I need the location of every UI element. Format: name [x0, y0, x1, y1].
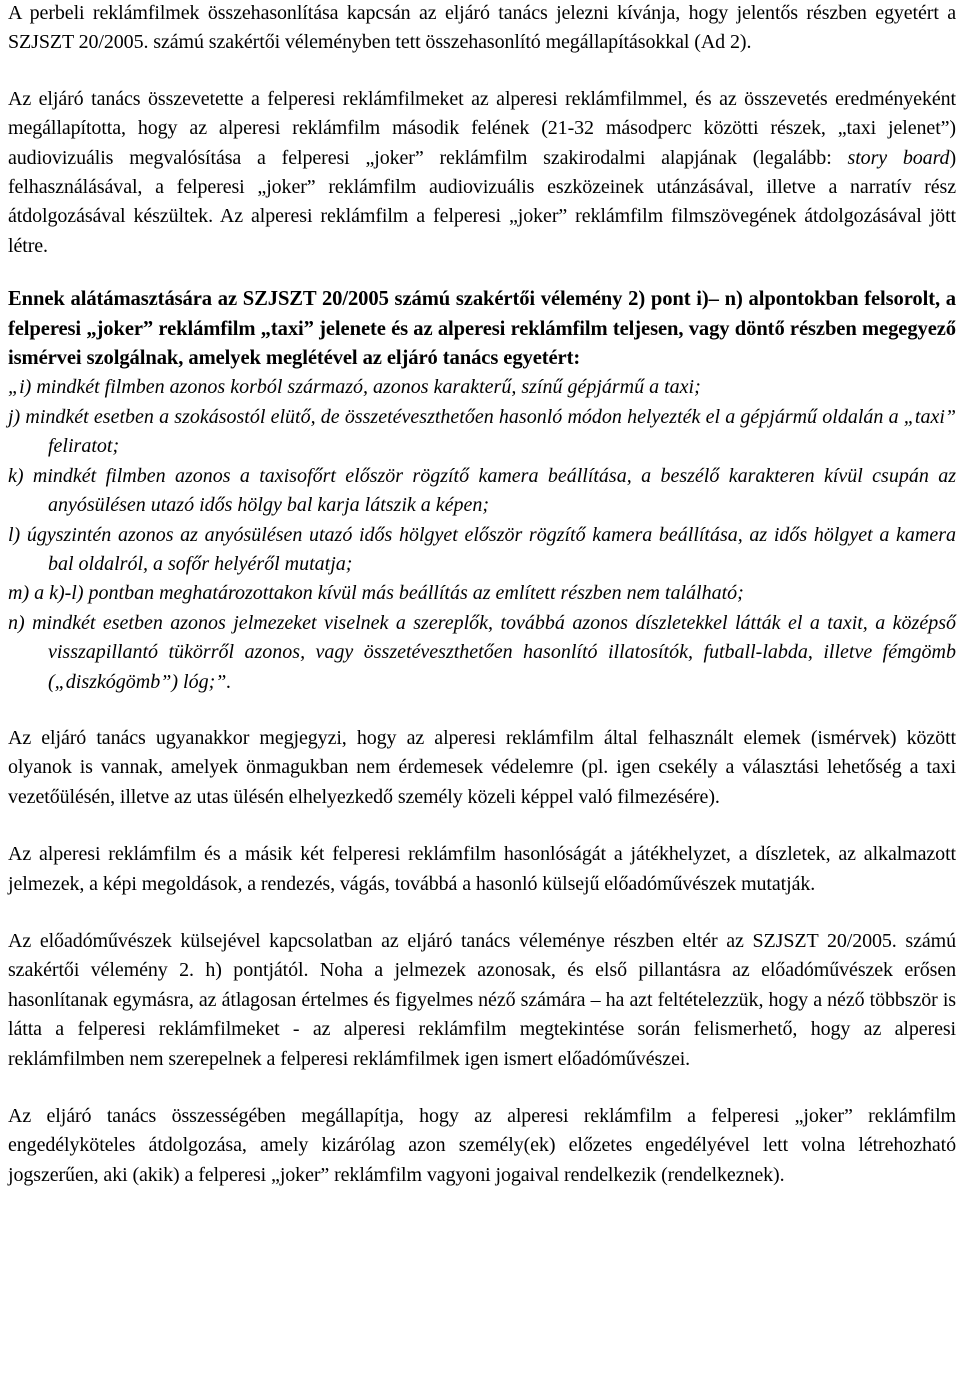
- paragraph-performers-appearance: Az előadóművészek külsejével kapcsolatban az eljáró tanács véleménye részben eltér az SZJSZT 20/2005. számú szakértői vélemény 2. h) pontjától. Noha a jelmezek azonosak, és első pillantásra az előadóművészek erősen hasonlítanak egymásra, az átlagosan értelmes és figyelmes néző számára – ha azt feltételezzük, hogy a néző többször is látta a felperesi reklámfilmeket - az alperesi reklámfilm megtekintése során felismerhető, hogy az alperesi reklámfilmben nem szerepelnek a felperesi reklámfilmek igen ismert előadóművészei.: [8, 929, 956, 1070]
- criteria-item-m: m) a k)-l) pontban meghatározottakon kívül más beállítás az említett részben nem található;: [8, 582, 744, 605]
- criteria-item-k: k) mindkét filmben azonos a taxisofőrt először rögzítő kamera beállítása, a beszélő karakteren kívül csupán az anyósülésen utazó idős hölgy bal karja látszik a képen;: [8, 464, 956, 517]
- paragraph-comparison-findings: [8, 85, 956, 261]
- document-page: [8, 0, 956, 1190]
- paragraph-text: ) felhasználásával, a felperesi „joker” reklámfilm audiovizuális eszközeinek utánzásával, illetve a narratív rész átdolgozásával készültek. Az alperesi reklámfilm a felperesi „joker” reklámfilm filmszövegének átdolgozásával jött létre.: [8, 146, 956, 257]
- paragraph-similarity-other-films: Az alperesi reklámfilm és a másik két felperesi reklámfilm hasonlóságát a játékhelyzet, a díszletek, az alkalmazott jelmezek, a képi megoldások, a rendezés, vágás, továbbá a hasonló külsejű előadóművészek mutatják.: [8, 843, 956, 895]
- paragraph-comparison-intro: A perbeli reklámfilmek összehasonlítása kapcsán az eljáró tanács jelezni kívánja, hogy jelentős részben egyetért a SZJSZT 20/2005. számú szakértői véleményben tett összehasonlító megállapításokkal (Ad 2).: [8, 2, 956, 54]
- criteria-item-n: n) mindkét esetben azonos jelmezeket viselnek a szereplők, továbbá azonos díszletekkel látták el a taxit, a középső visszapillantó tükörről azonos, vagy összetéveszthetően hasonlító illatosítók, futball-labda, illetve fémgömb („diszkógömb”) lóg;”.: [8, 611, 956, 693]
- criteria-item-i: „i) mindkét filmben azonos korból származó, azonos karakterű, színű gépjármű a taxi;: [8, 376, 701, 399]
- criteria-item-l: l) úgyszintén azonos az anyósülésen utazó idős hölgyet először rögzítő kamera beállítása, az idős hölgyet a kamera bal oldalról, a sofőr helyéről mutatja;: [8, 523, 956, 575]
- criteria-list: [8, 373, 956, 696]
- paragraph-unprotected-elements: Az eljáró tanács ugyanakkor megjegyzi, hogy az alperesi reklámfilm által felhasznált elemek (ismérvek) között olyanok is vannak, amelyek önmagukban nem érdemesek védelemre (pl. igen csekély a választási lehetőség a taxi vezetőülésén, illetve az utas ülésén elhelyezkedő személy közeli képpel való filmezésére).: [8, 726, 956, 808]
- italic-term-story-board: story board: [847, 146, 950, 169]
- criteria-item-j: j) mindkét esetben a szokásostól elütő, de összetéveszthetően hasonló módon helyezték el a gépjármű oldalán a „taxi” feliratot;: [8, 405, 956, 458]
- paragraph-supporting-criteria-heading: Ennek alátámasztására az SZJSZT 20/2005 számú szakértői vélemény 2) pont i)– n) alpontokban felsorolt, a felperesi „joker” reklámfilm „taxi” jelenete és az alperesi reklámfilm teljesen, vagy döntő részben megegyező ismérvei szolgálnak, amelyek meglétével az eljáró tanács egyetért:: [8, 288, 956, 370]
- paragraph-conclusion: Az eljáró tanács összességében megállapítja, hogy az alperesi reklámfilm a felperesi „joker” reklámfilm engedélyköteles átdolgozása, amely kizárólag azon személy(ek) előzetes engedélyével lett volna létrehozható jogszerűen, aki (akik) a felperesi „joker” reklámfilm vagyoni jogaival rendelkezik (rendelkeznek).: [8, 1105, 956, 1186]
- paragraph-text: Az eljáró tanács összevetette a felperesi reklámfilmeket az alperesi reklámfilmmel, és az összevetés eredményeként megállapította, hogy az alperesi reklámfilm második felének (21-32 másodperc közötti részek, „taxi jelenet”) audiovizuális megvalósítása a felperesi „joker” reklámfilm szakirodalmi alapjának (legalább:: [8, 87, 956, 169]
